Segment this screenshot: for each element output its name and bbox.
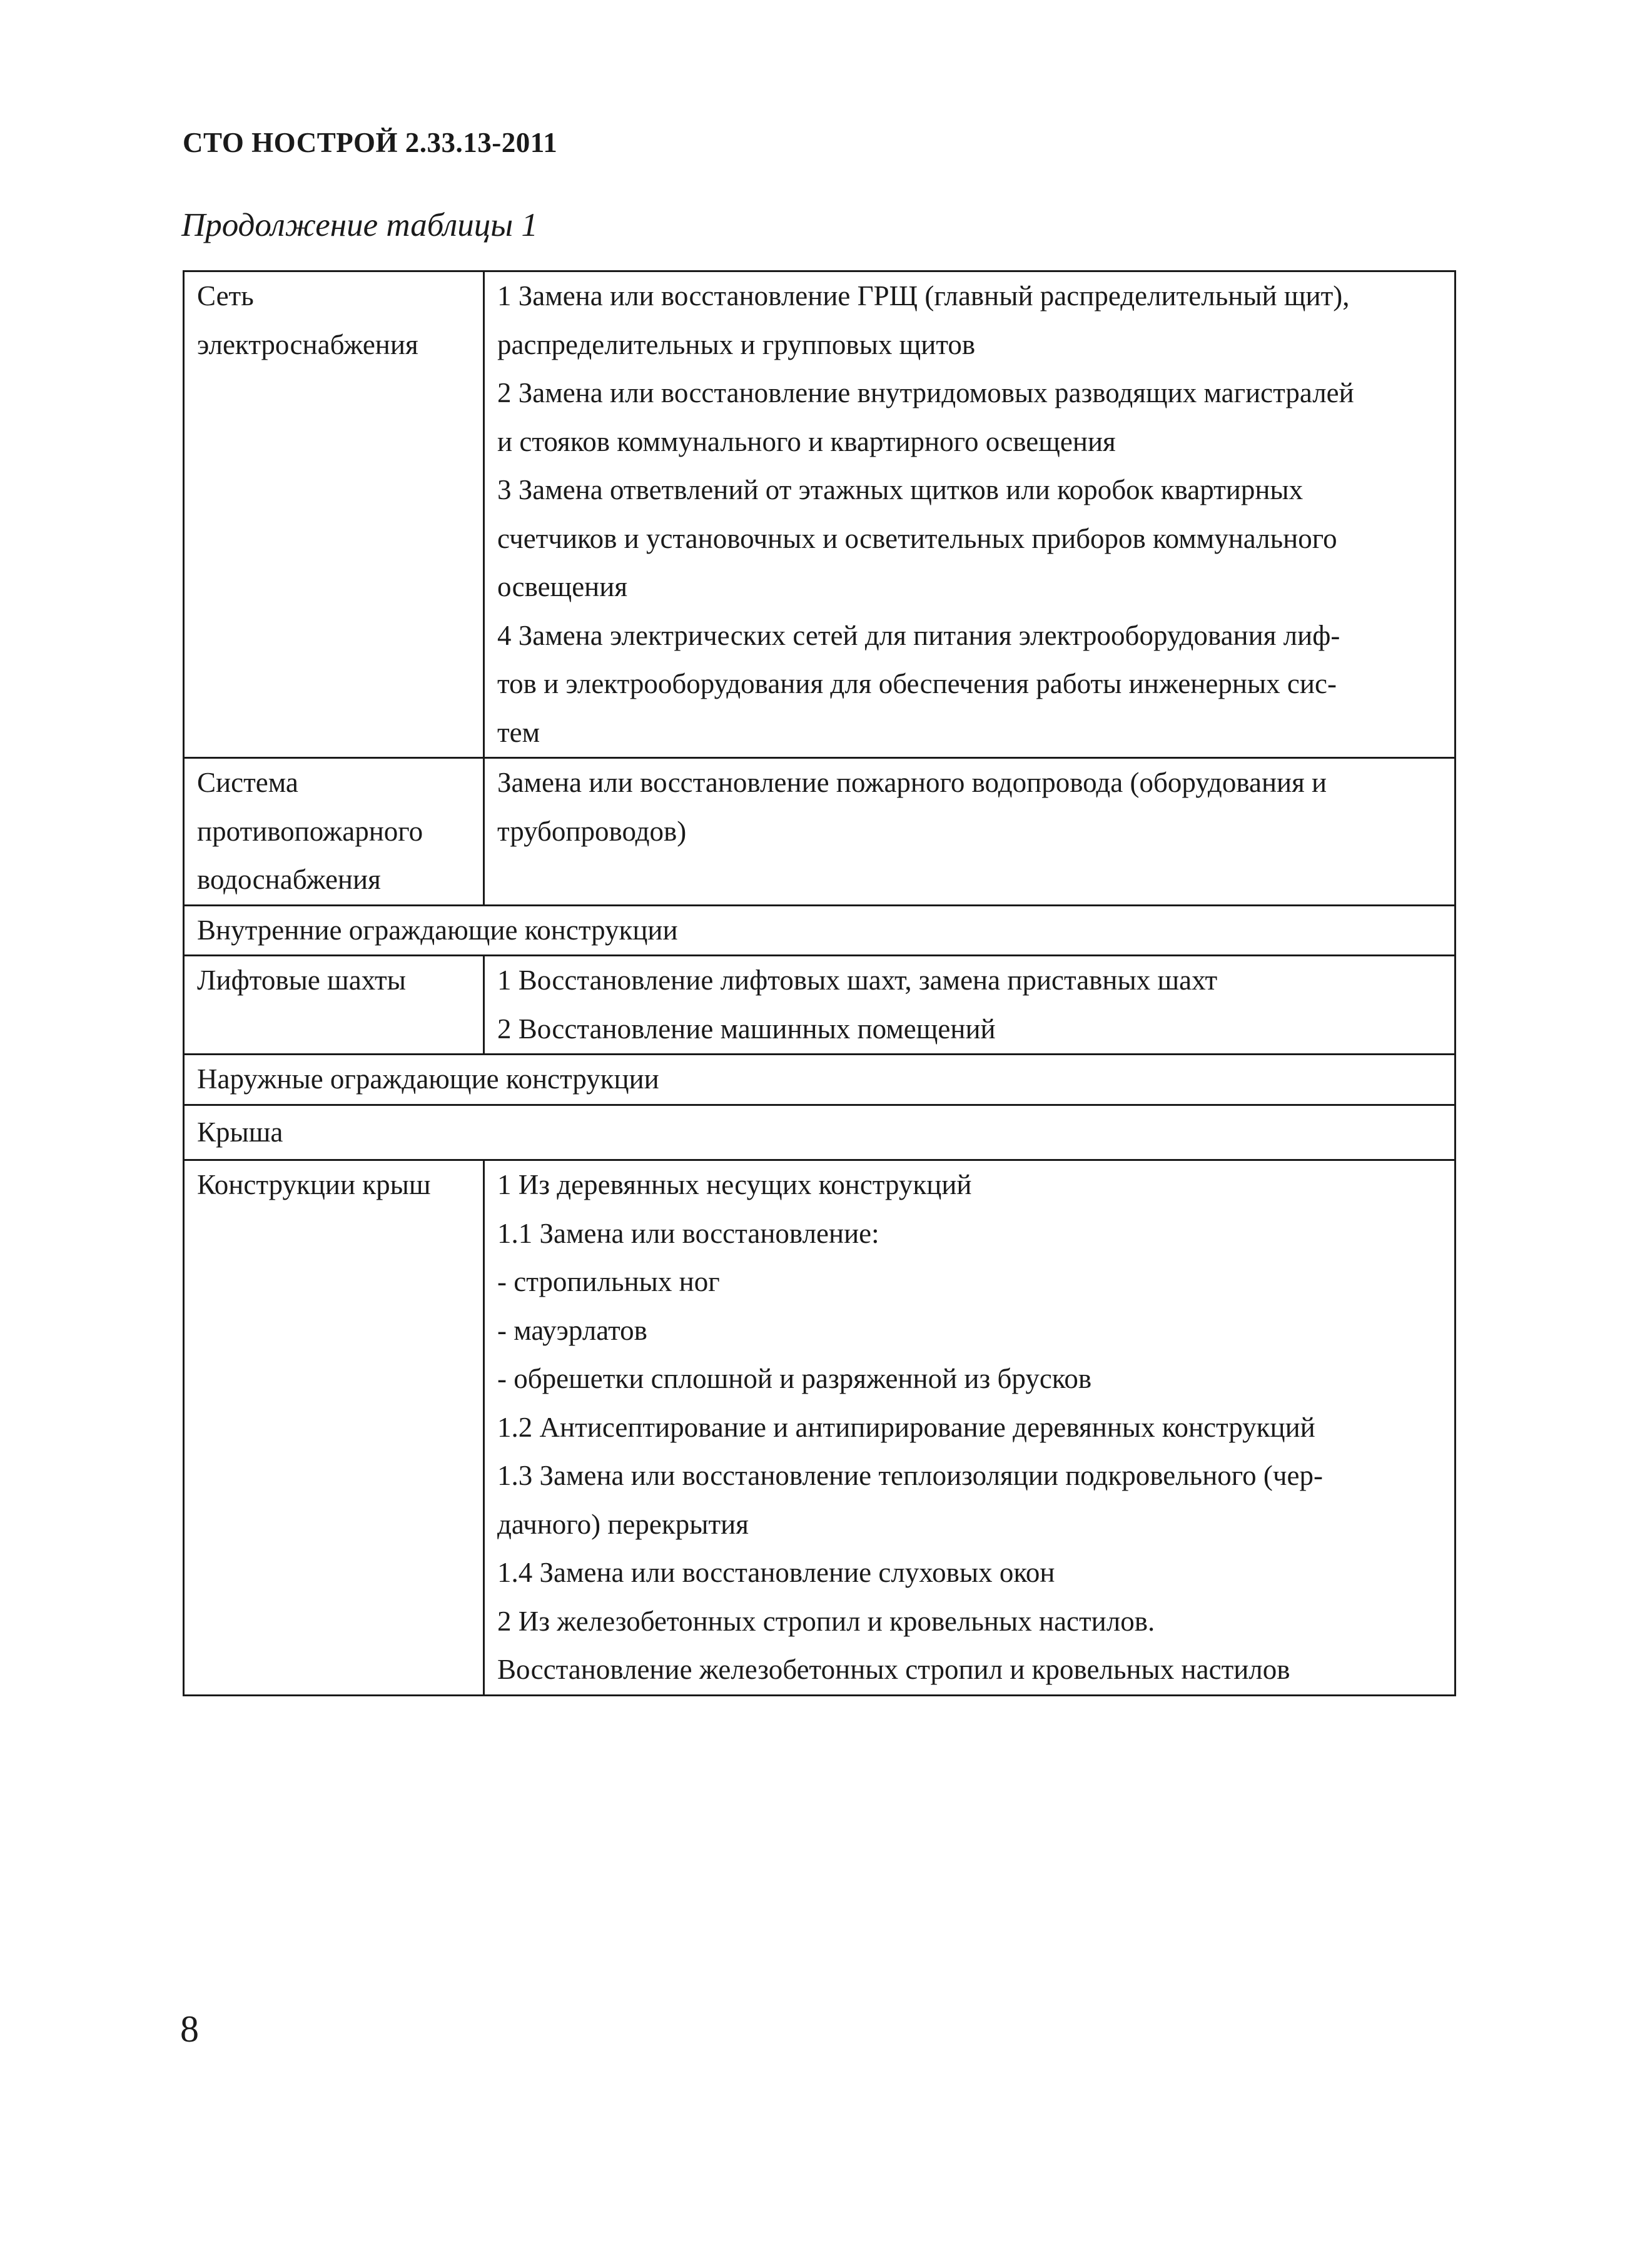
table-row-fire	[184, 758, 1455, 906]
page-number: 8	[180, 2008, 199, 2050]
table-section-row	[184, 905, 1455, 956]
section-external-enclosures: Наружные ограждающие конструкции	[184, 1055, 1455, 1105]
content-line: - обрешетки сплошной и разряженной из брусков	[497, 1363, 1092, 1394]
content-line: счетчиков и установочных и осветительных приборов коммунального	[497, 522, 1337, 554]
table-row-lift	[184, 956, 1455, 1055]
row-label-electro	[184, 271, 484, 758]
content-line: 1.4 Замена или восстановление слуховых окон	[497, 1557, 1055, 1588]
row-content-electro	[484, 271, 1455, 758]
content-line: 1.2 Антисептирование и антипирирование деревянных конструкций	[497, 1411, 1315, 1443]
content-line: тем	[497, 716, 540, 748]
content-line: 2 Восстановление машинных помещений	[497, 1013, 996, 1045]
content-line: 2 Замена или восстановление внутридомовых разводящих магистралей	[497, 377, 1354, 408]
content-line: Восстановление железобетонных стропил и кровельных настилов	[497, 1654, 1290, 1685]
document-id: СТО НОСТРОЙ 2.33.13-2011	[183, 127, 558, 158]
row-content-roof	[484, 1160, 1455, 1696]
section-internal-enclosures: Внутренние ограждающие конструкции	[184, 905, 1455, 956]
label-line: водоснабжения	[197, 864, 381, 895]
label-line: Конструкции крыш	[197, 1169, 431, 1200]
content-line: тов и электрооборудования для обеспечения работы инженерных сис-	[497, 668, 1337, 699]
label-line: противопожарного	[197, 815, 423, 847]
table-row-electro	[184, 271, 1455, 758]
label-line: Лифтовые шахты	[197, 964, 406, 996]
content-line: Замена или восстановление пожарного водопровода (оборудования и	[497, 767, 1327, 798]
content-line: 1.3 Замена или восстановление теплоизоляции подкровельного (чер-	[497, 1460, 1323, 1491]
row-content-fire	[484, 758, 1455, 906]
requirements-table	[183, 270, 1456, 1696]
section-roof: Крыша	[184, 1105, 1455, 1160]
content-line: трубопроводов)	[497, 815, 687, 847]
content-line: 3 Замена ответвлений от этажных щитков или коробок квартирных	[497, 474, 1304, 505]
content-line: дачного) перекрытия	[497, 1508, 749, 1540]
content-line: освещения	[497, 571, 628, 602]
content-line: 1 Замена или восстановление ГРЩ (главный распределительный щит),	[497, 280, 1350, 311]
content-line: и стояков коммунального и квартирного освещения	[497, 425, 1116, 457]
row-label-lift	[184, 956, 484, 1055]
row-content-lift	[484, 956, 1455, 1055]
table-section-row	[184, 1105, 1455, 1160]
table-section-row	[184, 1055, 1455, 1105]
row-label-roof	[184, 1160, 484, 1696]
label-line: Сеть	[197, 280, 254, 311]
label-line: Система	[197, 767, 298, 798]
content-line: 1 Восстановление лифтовых шахт, замена приставных шахт	[497, 964, 1218, 996]
content-line: распределительных и групповых щитов	[497, 328, 976, 360]
content-line: 2 Из железобетонных стропил и кровельных настилов.	[497, 1605, 1155, 1637]
content-line: 1 Из деревянных несущих конструкций	[497, 1169, 972, 1200]
content-line: - стропильных ног	[497, 1266, 720, 1297]
content-line: - мауэрлатов	[497, 1314, 647, 1346]
label-line: электроснабжения	[197, 328, 418, 360]
table-continuation-caption: Продолжение таблицы 1	[181, 207, 538, 243]
row-label-fire	[184, 758, 484, 906]
content-line: 1.1 Замена или восстановление:	[497, 1217, 879, 1249]
content-line: 4 Замена электрических сетей для питания электрооборудования лиф-	[497, 619, 1340, 651]
table-row-roof	[184, 1160, 1455, 1696]
